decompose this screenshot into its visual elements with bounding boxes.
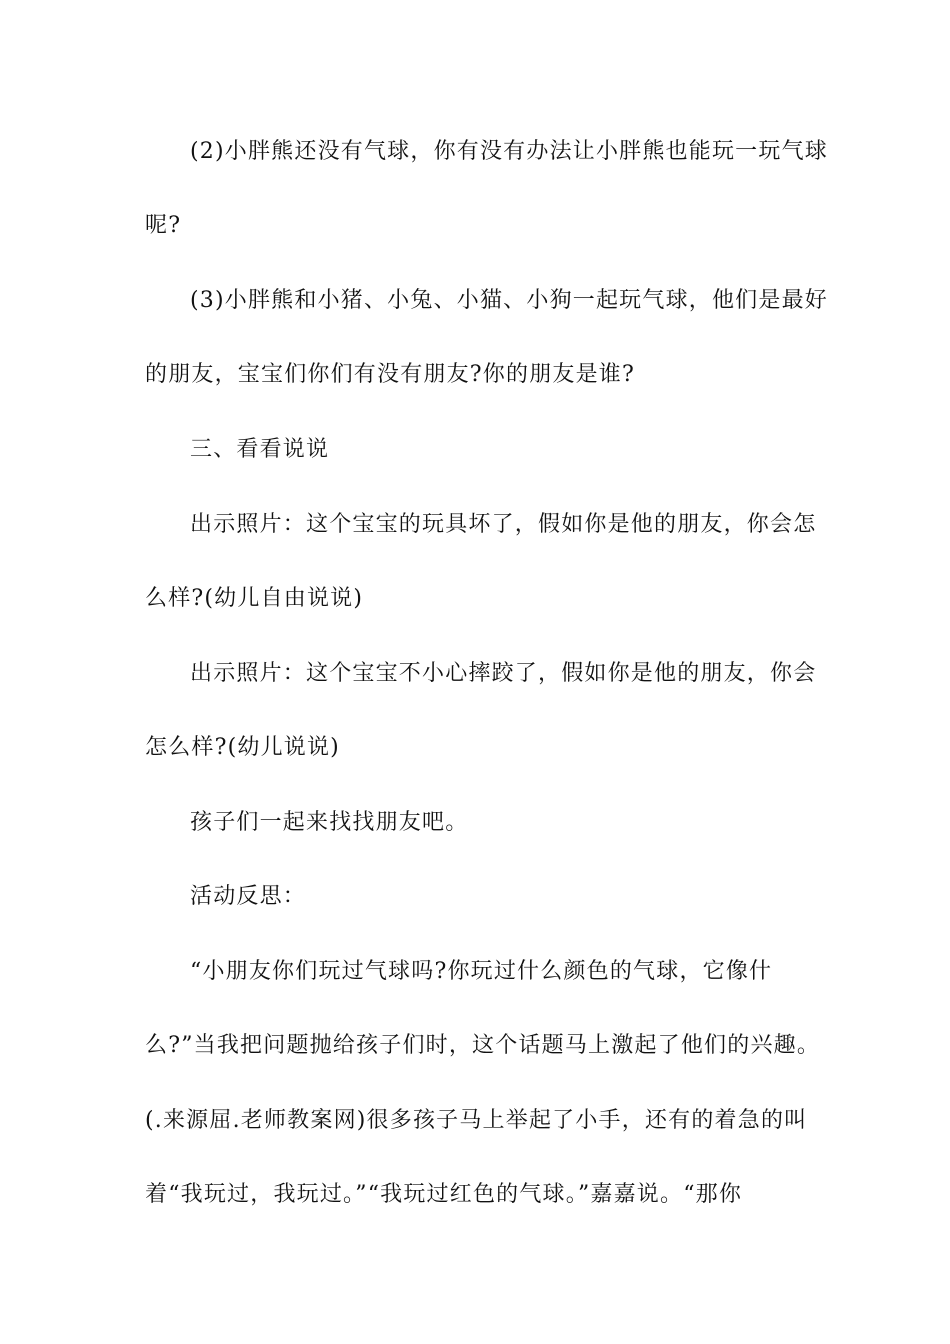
- paragraph-line: 么样?(幼儿自由说说): [145, 586, 364, 611]
- section-heading: 活动反思：: [190, 884, 307, 909]
- paragraph-line: 的朋友，宝宝们你们有没有朋友?你的朋友是谁?: [145, 362, 635, 387]
- paragraph-line: 出示照片：这个宝宝不小心摔跤了，假如你是他的朋友，你会: [190, 661, 817, 686]
- paragraph-line: 么?”当我把问题抛给孩子们时，这个话题马上激起了他们的兴趣。: [145, 1033, 821, 1058]
- paragraph-line: 怎么样?(幼儿说说): [145, 735, 340, 760]
- paragraph-line: (2)小胖熊还没有气球，你有没有办法让小胖熊也能玩一玩气球: [190, 139, 828, 164]
- paragraph-line: 孩子们一起来找找朋友吧。: [190, 810, 469, 835]
- paragraph-line: 着“我玩过，我玩过。”“我玩过红色的气球。”嘉嘉说。“那你: [145, 1182, 743, 1207]
- paragraph-line: (3)小胖熊和小猪、小兔、小猫、小狗一起玩气球，他们是最好: [190, 288, 828, 313]
- paragraph-line: (.来源屈.老师教案网)很多孩子马上举起了小手，还有的着急的叫: [145, 1108, 808, 1133]
- paragraph-line: 呢?: [145, 213, 182, 238]
- paragraph-line: 出示照片：这个宝宝的玩具坏了，假如你是他的朋友，你会怎: [190, 512, 817, 537]
- section-heading: 三、看看说说: [190, 437, 330, 462]
- paragraph-line: “小朋友你们玩过气球吗?你玩过什么颜色的气球，它像什: [190, 959, 773, 984]
